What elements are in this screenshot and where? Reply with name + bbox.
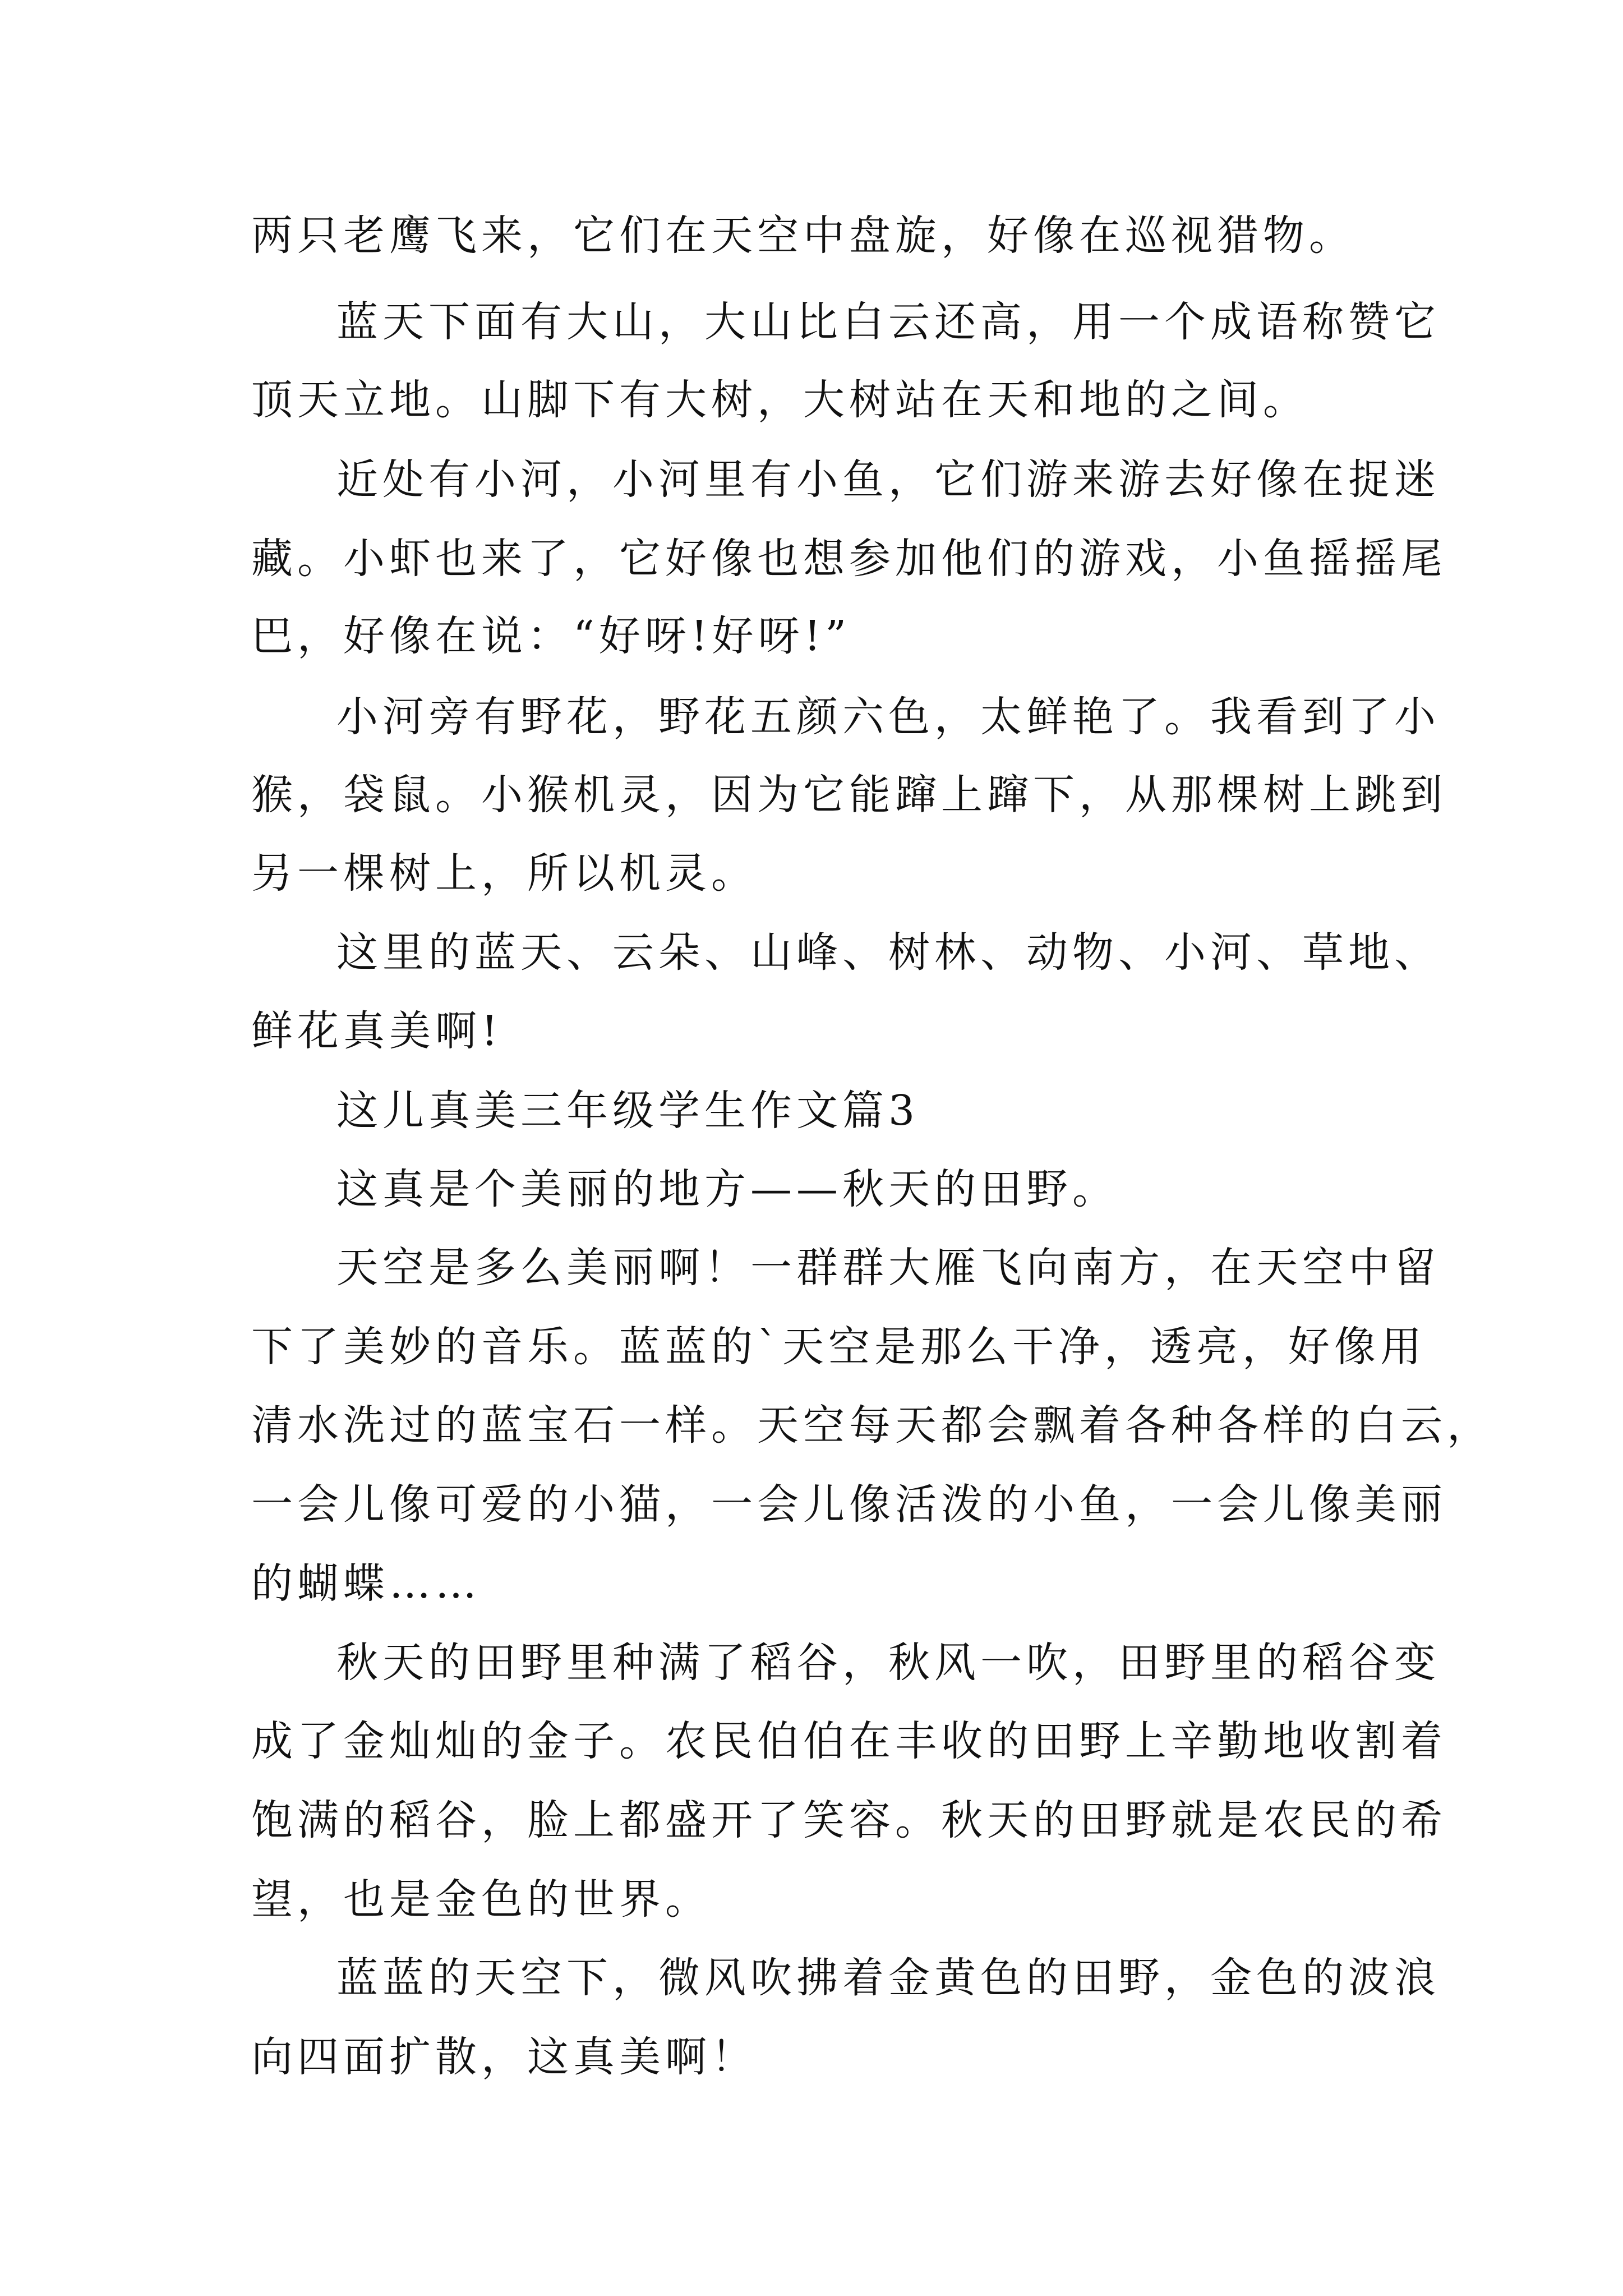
text-line: 顶天立地。山脚下有大树，大树站在天和地的之间。: [251, 376, 1309, 424]
text-line: 这里的蓝天、云朵、山峰、树林、动物、小河、草地、: [336, 928, 1440, 977]
text-line: 秋天的田野里种满了稻谷，秋风一吹，田野里的稻谷变: [336, 1639, 1440, 1687]
text-line: 成了金灿灿的金子。农民伯伯在丰收的田野上辛勤地收割着: [251, 1717, 1447, 1765]
text-line: 鲜花真美啊!: [251, 1007, 502, 1055]
text-line: 巴，好像在说：“好呀!好呀!”: [251, 612, 851, 660]
text-line: 清水洗过的蓝宝石一样。天空每天都会飘着各种各样的白云，: [251, 1401, 1493, 1450]
text-line: 猴，袋鼠。小猴机灵，因为它能蹿上蹿下，从那棵树上跳到: [251, 771, 1447, 819]
text-line: 近处有小河，小河里有小鱼，它们游来游去好像在捉迷: [336, 455, 1440, 504]
section-heading: 这儿真美三年级学生作文篇3: [336, 1087, 920, 1135]
text-line: 另一棵树上，所以机灵。: [251, 849, 757, 898]
text-line: 一会儿像可爱的小猫，一会儿像活泼的小鱼，一会儿像美丽: [251, 1480, 1447, 1529]
text-line: 的蝴蝶……: [251, 1559, 481, 1608]
text-line: 蓝蓝的天空下，微风吹拂着金黄色的田野，金色的波浪: [336, 1954, 1440, 2002]
text-line: 两只老鹰飞来，它们在天空中盘旋，好像在巡视猎物。: [251, 211, 1355, 260]
text-line: 下了美妙的音乐。蓝蓝的`天空是那么干净，透亮，好像用: [251, 1323, 1426, 1371]
text-line: 天空是多么美丽啊！一群群大雁飞向南方，在天空中留: [336, 1244, 1440, 1292]
text-line: 望，也是金色的世界。: [251, 1875, 711, 1924]
text-line: 向四面扩散，这真美啊！: [251, 2033, 757, 2081]
text-line: 饱满的稻谷，脸上都盛开了笑容。秋天的田野就是农民的希: [251, 1796, 1447, 1844]
text-line: 这真是个美丽的地方——秋天的田野。: [336, 1165, 1118, 1213]
text-line: 藏。小虾也来了，它好像也想参加他们的游戏，小鱼摇摇尾: [251, 535, 1447, 583]
text-line: 小河旁有野花，野花五颜六色，太鲜艳了。我看到了小: [336, 693, 1440, 741]
text-line: 蓝天下面有大山，大山比白云还高，用一个成语称赞它: [336, 298, 1440, 346]
